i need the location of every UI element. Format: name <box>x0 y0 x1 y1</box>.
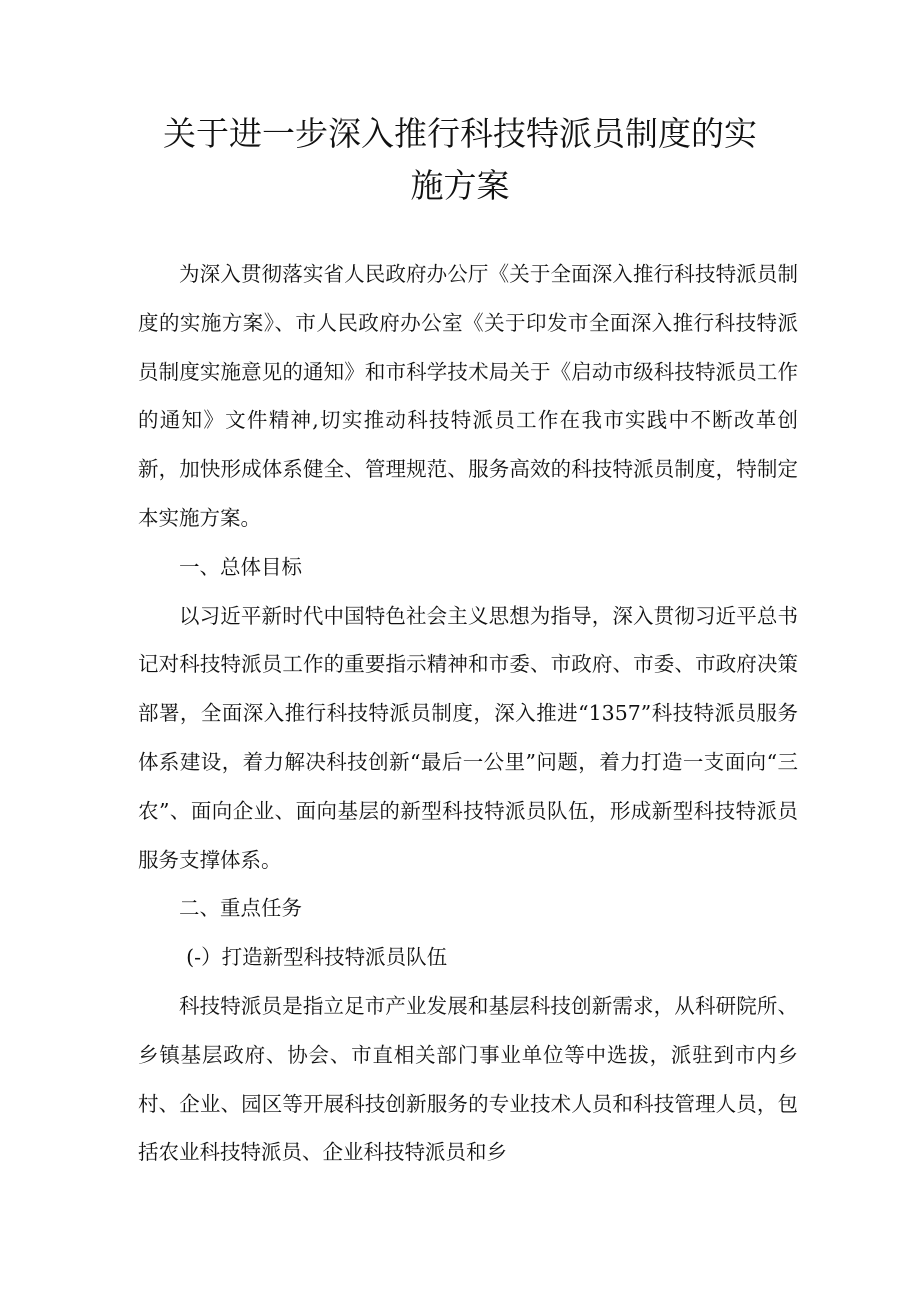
document-title <box>100 108 820 212</box>
paragraph-intro: 为深入贯彻落实省人民政府办公厅《关于全面深入推行科技特派员制度的实施方案》、市人民政府办公室《关于印发市全面深入推行科技特派员制度实施意见的通知》和市科学技术局关于《启动市级科技特派员工作的通知》文件精神,切实推动科技特派员工作在我市实践中不断改革创新，加快形成体系健全、管理规范、服务高效的科技特派员制度，特制定本实施方案。 <box>138 262 798 530</box>
paragraph-overall-goal: 以习近平新时代中国特色社会主义思想为指导，深入贯彻习近平总书记对科技特派员工作的重要指示精神和市委、市政府、市委、市政府决策部署，全面深入推行科技特派员制度，深入推进“1357”科技特派员服务体系建设，着力解决科技创新“最后一公里”问题，着力打造一支面向“三农”、面向企业、面向基层的新型科技特派员队伍，形成新型科技特派员服务支撑体系。 <box>138 603 798 872</box>
title-line-2: 施方案 <box>410 166 510 205</box>
section-heading-key-tasks: 二、重点任务 <box>179 896 302 921</box>
document-body <box>138 250 798 1177</box>
title-line-1: 关于进一步深入推行科技特派员制度的实 <box>163 114 757 153</box>
paragraph-team: 科技特派员是指立足市产业发展和基层科技创新需求，从科研院所、乡镇基层政府、协会、市直相关部门事业单位等中选拔，派驻到市内乡村、企业、园区等开展科技创新服务的专业技术人员和科技管理人员，包括农业科技特派员、企业科技特派员和乡 <box>138 993 798 1165</box>
section-heading-overall-goal: 一、总体目标 <box>179 554 302 579</box>
subsection-heading-team: (-）打造新型科技特派员队伍 <box>186 945 448 970</box>
